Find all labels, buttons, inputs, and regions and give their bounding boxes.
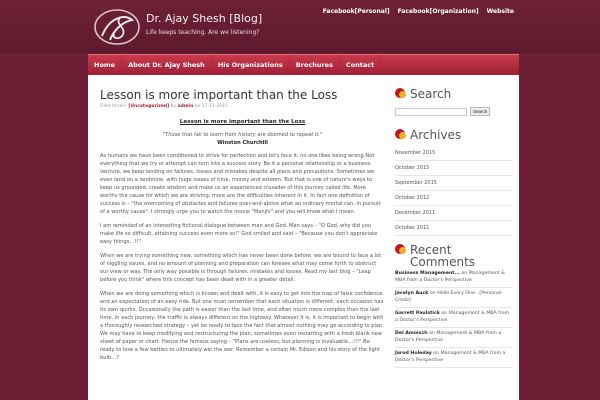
archive-list bbox=[395, 146, 513, 236]
post-lead: Lesson is more important than the Loss bbox=[179, 119, 306, 125]
post-quote-author: Winston Churchill bbox=[217, 140, 268, 146]
nav-item-about[interactable]: About Dr. Ajay Shesh bbox=[122, 55, 212, 75]
comment-author[interactable]: Business Management... bbox=[395, 271, 460, 276]
search-form bbox=[395, 107, 513, 116]
post-paragraph: As humans we have been conditioned to strive for perfection and let's face it, no one likes being wrong.Not everything that we try or attempt can turn into a success story. Be it a personal relationship or a business venture, we keep landing on failures, losses and mistakes despite all plans and precautions. Sometimes we even land on a landmine, with huge losses of time, money and esteem. But that is one of nature's ways to keep us grounded, create wisdom and make us an experienced crusader of this journey called life. More worthy the cause for which we are striving, more are the difficulties inherent in it. In fact one definition of success is – "the overcoming of obstacles and failures over-and-above what an ordinary mortal can, in pursuit of a worthy cause". I strongly urge you to watch the movie "Manjhi" and you will know what I mean. bbox=[100, 153, 381, 215]
comments-title-text bbox=[410, 244, 475, 268]
site-tagline: Life keeps teaching. Are we listening? bbox=[146, 29, 260, 36]
comment-item[interactable] bbox=[395, 328, 513, 348]
comment-text[interactable]: on Management & MBA from a Doctor's Perspective bbox=[395, 271, 505, 283]
archives-title-text: Archives bbox=[410, 128, 462, 142]
top-link-website[interactable]: Website bbox=[486, 8, 514, 15]
sidebar bbox=[395, 75, 513, 368]
logo-icon[interactable] bbox=[92, 6, 142, 48]
archive-item[interactable]: November 2015 bbox=[395, 146, 513, 161]
search-title-text: Search bbox=[410, 87, 452, 101]
post-paragraph: I am reminded of an interesting fictional dialogue between man and God. Man says – "O God, why did you make life so difficult, attaining success even more so!" God smiled and said – "Because you don't appreciate easy things…!!" bbox=[100, 223, 378, 245]
content-panel bbox=[88, 75, 519, 400]
bullet-icon bbox=[395, 244, 408, 256]
top-links bbox=[323, 8, 514, 15]
top-link-facebook-organization[interactable]: Facebook[Organization] bbox=[397, 8, 479, 15]
comment-author[interactable]: Del Amoisch bbox=[395, 331, 428, 336]
post bbox=[100, 75, 385, 368]
meta-category[interactable]: [Uncategorized] bbox=[128, 104, 170, 109]
comment-text[interactable]: on Management & MBA from a Doctor's Perspective bbox=[395, 331, 502, 343]
comments-title-line-2: Comments bbox=[410, 255, 476, 269]
meta-filed: Filed Under: bbox=[100, 104, 127, 109]
comment-list bbox=[395, 268, 513, 368]
post-paragraph: When we are doing something which is known and dealt with, it is easy to get into the trap of false confidence and an expectation of an easy ride. But one must remember that each situation is different, each occasion has its own quirks. Occasionally the path is easier than the last time, and often much more complex than the last time. In each journey, the traffic is always different on the highway. Whatever it is, it is important to begin with a thoroughly researched strategy – yet be ready to face the fact that almost nothing may go according to plan. We may have to keep modifying and restructuring the plan, sometimes even restarting with a fresh blank new sheet of paper or chart. Hence the famous saying – "Plans are useless, but planning is invaluable…!!!" Be ready to lose a few battles to ultimately win the war. Remember a certain Mr. Edison and his story of the light bulb…? bbox=[100, 291, 384, 361]
main-nav bbox=[88, 54, 519, 75]
comment-author[interactable]: Jacelyn Auck bbox=[395, 291, 429, 296]
meta-date: on 17-11-2015 bbox=[194, 104, 228, 109]
archive-item[interactable]: October 2015 bbox=[395, 161, 513, 176]
archive-item[interactable]: December 2011 bbox=[395, 206, 513, 221]
site-title[interactable]: Dr. Ajay Shesh [Blog] bbox=[146, 12, 263, 25]
comment-item[interactable] bbox=[395, 268, 513, 288]
top-link-facebook-personal[interactable]: Facebook[Personal] bbox=[322, 8, 390, 15]
post-paragraph: When we are trying something new, something which has never been done before, we are bound to face a lot of niggling issues, and no amount of planning and preparation can foresee what may come forth to obstruct our view or way. The only way possible is through failures, mistakes and losses. Read my last blog – "Leap before you think" where this concept has been dealt with in a greater detail. bbox=[100, 253, 382, 283]
comment-item[interactable] bbox=[395, 308, 513, 328]
bullet-icon bbox=[395, 129, 408, 141]
archive-item[interactable]: October 2011 bbox=[395, 221, 513, 236]
comment-text[interactable]: on Management & MBA from a Doctor's Perspective bbox=[395, 311, 510, 323]
archive-item[interactable]: October 2012 bbox=[395, 191, 513, 206]
comment-text[interactable]: on Management & MBA from a Doctor's Perspective bbox=[395, 351, 506, 363]
comment-item[interactable] bbox=[395, 288, 513, 308]
search-widget-title bbox=[395, 87, 513, 101]
post-body bbox=[100, 118, 385, 362]
meta-by: by bbox=[170, 104, 177, 109]
meta-author[interactable]: admin bbox=[177, 104, 194, 109]
search-input[interactable] bbox=[395, 108, 467, 116]
comments-title-line-1: Recent bbox=[410, 243, 452, 257]
comment-text[interactable]: on Hello Every One...[Personal-Credo] bbox=[395, 291, 503, 303]
comment-author[interactable]: Garrett Paulstick bbox=[395, 311, 440, 316]
comment-item[interactable] bbox=[395, 348, 513, 368]
post-meta bbox=[100, 104, 385, 109]
nav-item-home[interactable]: Home bbox=[88, 55, 122, 75]
comment-author[interactable]: Jarod Holeday bbox=[395, 351, 432, 356]
post-quote: "Those that fail to learn from history are doomed to repeat it." bbox=[162, 132, 323, 138]
nav-item-contact[interactable]: Contact bbox=[340, 55, 381, 75]
search-button[interactable]: Search bbox=[470, 107, 490, 116]
comments-widget-title bbox=[395, 244, 513, 268]
nav-item-brochures[interactable]: Brochures bbox=[290, 55, 340, 75]
bullet-icon bbox=[395, 88, 408, 100]
archive-item[interactable]: September 2015 bbox=[395, 176, 513, 191]
archives-widget-title bbox=[395, 128, 513, 142]
post-title[interactable]: Lesson is more important than the Loss bbox=[100, 88, 338, 102]
site-header bbox=[0, 0, 600, 53]
nav-item-organizations[interactable]: His Organizations bbox=[212, 55, 290, 75]
